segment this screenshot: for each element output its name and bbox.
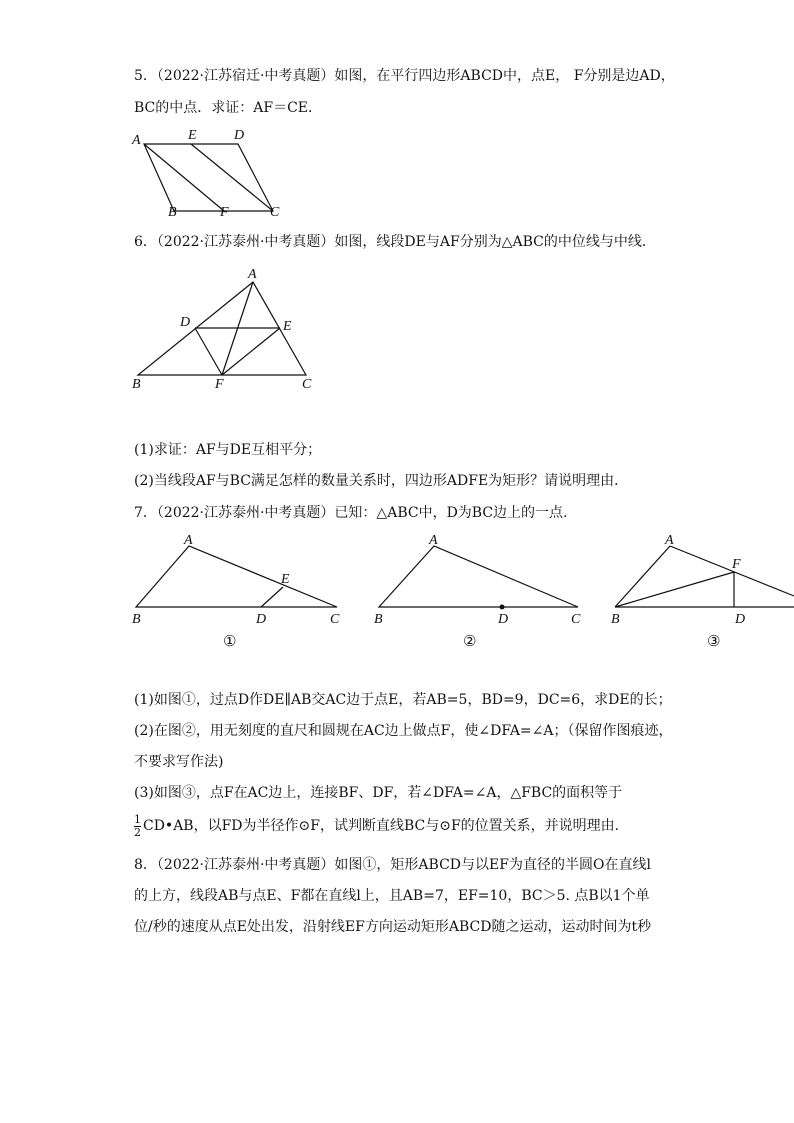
label-a: A — [429, 533, 438, 548]
q8-line3: 位/秒的速度从点E处出发，沿射线EF方向运动矩形ABCD随之运动，运动时间为t秒 — [134, 919, 652, 935]
parallelogram-abcd — [144, 144, 273, 211]
label-a: A — [665, 533, 674, 548]
q7-part3b-line — [134, 812, 619, 840]
figure-number: ③ — [707, 632, 721, 650]
q6-part1: (1)求证：AF与DE互相平分； — [134, 442, 322, 458]
label-c: C — [302, 377, 312, 392]
q8-line1: 8．（2022·江苏泰州·中考真题）如图①，矩形ABCD与以EF为直径的半圆O在直线l — [134, 857, 651, 873]
q8-line2: 的上方，线段AB与点E、F都在直线l上，且AB=7，EF=10，BC＞5. 点B以1个单 — [134, 888, 650, 904]
label-e: E — [283, 319, 292, 334]
label-b: B — [611, 612, 620, 627]
segment-ef — [222, 328, 280, 375]
segment-df — [195, 328, 222, 375]
q7-part3b: CD•AB，以FD为半径作⊙F，试判断直线BC与⊙F的位置关系，并说明理由. — [143, 818, 620, 834]
fraction-numerator: 1 — [134, 812, 141, 826]
q6-triangle-figure — [128, 262, 328, 392]
q5-parallelogram-figure — [128, 124, 288, 224]
label-b: B — [168, 205, 177, 220]
q7-part3a: (3)如图③，点F在AC边上，连接BF、DF，若∠DFA=∠A，△FBC的面积等于 — [134, 785, 623, 801]
label-d: D — [234, 128, 245, 143]
q7-line1: 7．（2022·江苏泰州·中考真题）已知：△ABC中，D为BC边上的一点. — [134, 505, 568, 521]
fraction-denominator: 2 — [134, 825, 141, 839]
q5-line2: BC的中点．求证：AF＝CE． — [134, 100, 323, 116]
segment-bf — [615, 572, 734, 607]
point-d-dot — [500, 605, 505, 610]
label-b: B — [374, 612, 383, 627]
label-a: A — [248, 267, 257, 282]
figure-number: ② — [463, 632, 477, 650]
triangle-abc — [136, 546, 337, 607]
label-d: D — [735, 612, 746, 627]
q7-part2b: 不要求写作法) — [134, 754, 224, 770]
label-c: C — [330, 612, 340, 627]
q5-line1: 5．（2022·江苏宿迁·中考真题）如图，在平行四边形ABCD中，点E， F分别是边AD， — [134, 68, 675, 84]
label-e: E — [281, 572, 290, 587]
q7-figure-3 — [608, 530, 794, 652]
q6-line1: 6．（2022·江苏泰州·中考真题）如图，线段DE与AF分别为△ABC的中位线与中线． — [134, 234, 656, 250]
segment-af — [144, 144, 224, 211]
q7-figure-1 — [128, 530, 348, 652]
q7-part1: (1)如图①，过点D作DE∥AB交AC边于点E，若AB=5，BD=9，DC=6，求DE的长； — [134, 692, 672, 708]
segment-ba — [615, 546, 670, 607]
triangle-abc — [379, 546, 578, 607]
segment-ec — [191, 144, 273, 211]
q6-part2: (2)当线段AF与BC满足怎样的数量关系时，四边形ADFE为矩形？请说明理由． — [134, 473, 629, 489]
label-f: F — [215, 377, 224, 392]
label-c: C — [571, 612, 581, 627]
label-d: D — [256, 612, 267, 627]
fraction-one-half — [134, 814, 141, 839]
label-b: B — [132, 377, 141, 392]
segment-de — [261, 587, 283, 607]
figure-number: ① — [223, 632, 237, 650]
q7-figure-2 — [370, 530, 590, 652]
label-f: F — [732, 557, 741, 572]
label-b: B — [132, 612, 141, 627]
label-a: A — [132, 133, 141, 148]
q7-part2a: (2)在图②，用无刻度的直尺和圆规在AC边上做点F，使∠DFA=∠A；（保留作图痕迹， — [134, 723, 673, 739]
label-c: C — [270, 205, 280, 220]
label-a: A — [184, 533, 193, 548]
label-e: E — [188, 128, 197, 143]
label-d: D — [180, 315, 191, 330]
label-f: F — [220, 205, 229, 220]
label-d: D — [498, 612, 509, 627]
